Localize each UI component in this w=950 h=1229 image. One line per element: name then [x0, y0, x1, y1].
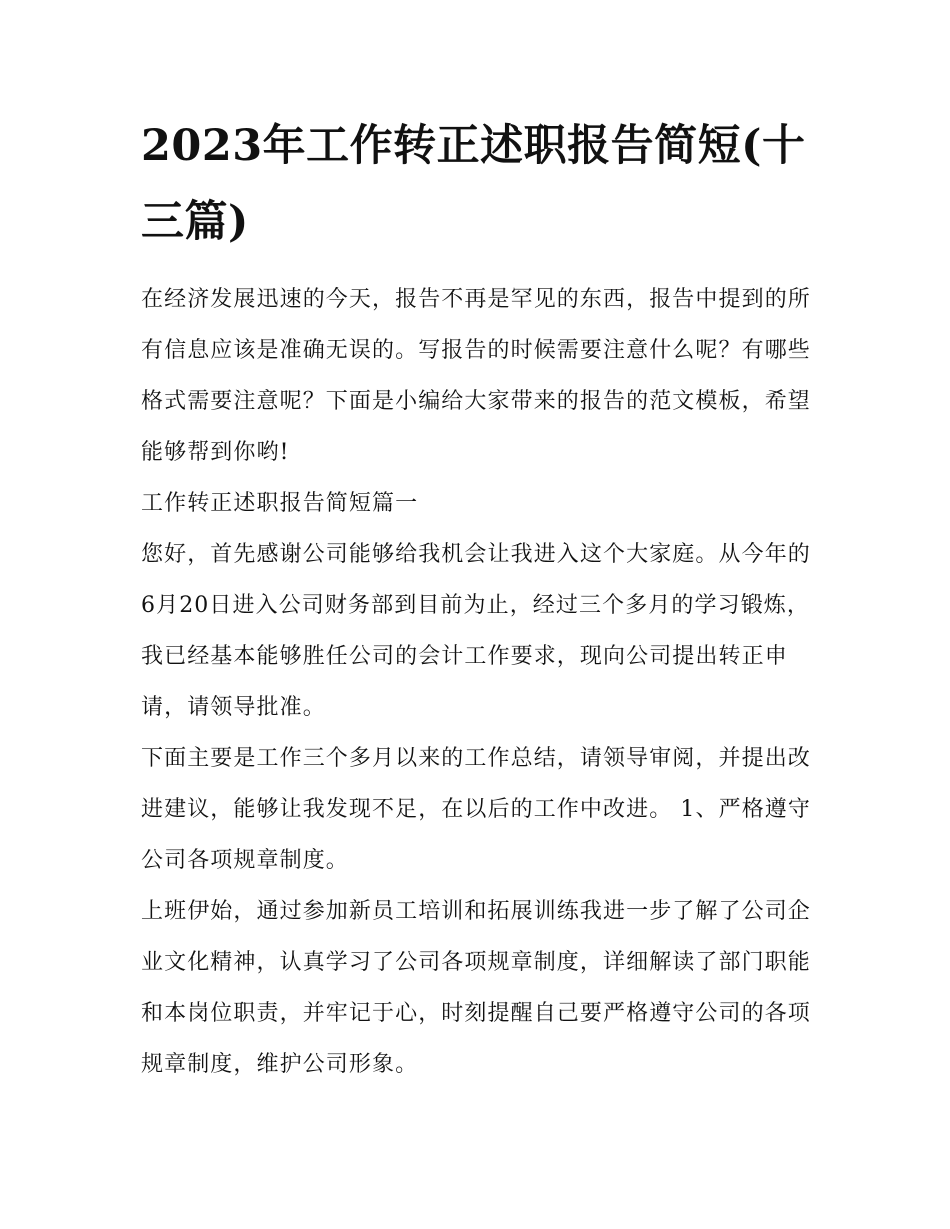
section-heading: 工作转正述职报告简短篇一: [141, 491, 419, 516]
body-paragraph: 下面主要是工作三个多月以来的工作总结，请领导审阅，并提出改进建议，能够让我发现不足，在以后的工作中改进。 1、严格遵守公司各项规章制度。: [141, 746, 811, 873]
document-title: 2023年工作转正述职报告简短(十三篇): [141, 121, 806, 247]
body-paragraph: 上班伊始，通过参加新员工培训和拓展训练我进一步了解了公司企业文化精神，认真学习了公司各项规章制度，详细解读了部门职能和本岗位职责，并牢记于心，时刻提醒自己要严格遵守公司的各项规章制度，维护公司形象。: [141, 899, 811, 1077]
body-paragraph: 您好，首先感谢公司能够给我机会让我进入这个大家庭。从今年的6月20日进入公司财务部到目前为止，经过三个多月的学习锻炼，我已经基本能够胜任公司的会计工作要求，现向公司提出转正申请，请领导批准。: [141, 542, 811, 720]
intro-paragraph: 在经济发展迅速的今天，报告不再是罕见的东西，报告中提到的所有信息应该是准确无误的。写报告的时候需要注意什么呢？有哪些格式需要注意呢？下面是小编给大家带来的报告的范文模板，希望能够帮到你哟!: [141, 287, 811, 465]
document-page: [141, 108, 813, 1090]
